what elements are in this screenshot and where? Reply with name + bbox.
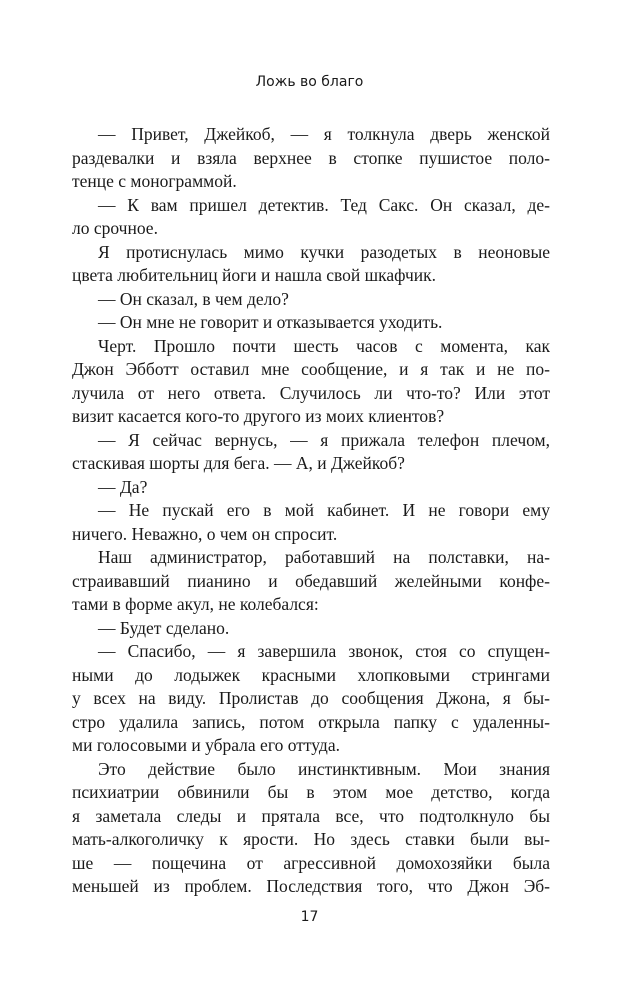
text-line: — К вам пришел детектив. Тед Сакс. Он сказал, де- (98, 194, 550, 215)
running-header: Ложь во благо (255, 74, 364, 90)
text-line: Черт. Прошло почти шесть часов с момента, как (98, 335, 550, 356)
text-line: — Я сейчас вернусь, — я прижала телефон плечом, (98, 429, 550, 450)
text-line: Джон Эбботт оставил мне сообщение, и я так и не по- (72, 359, 550, 379)
text-line: лучила от него ответа. Случилось ли что-то? Или этот (72, 382, 550, 403)
text-line: стаскивая шорты для бега. — А, и Джейкоб? (72, 453, 405, 473)
text-line: Это действие было инстинктивным. Мои знания (98, 758, 550, 779)
text-line: раздевалки и взяла верхнее в стопке пушистое поло- (72, 147, 550, 168)
text-line: ничего. Неважно, о чем он спросит. (72, 523, 338, 544)
text-line: тенце с монограммой. (72, 171, 237, 191)
text-line: мать-алкоголичку к ярости. Но здесь ставки были вы- (72, 829, 550, 849)
text-line: ло срочное. (72, 218, 158, 238)
text-line: у всех на виду. Пролистав до сообщения Джона, я бы- (72, 688, 550, 708)
text-line: — Да? (98, 476, 148, 497)
text-line: — Он сказал, в чем дело? (98, 288, 289, 309)
text-line: визит касается кого-то другого из моих клиентов? (72, 406, 445, 426)
text-line: — Не пускай его в мой кабинет. И не говори ему (98, 500, 550, 520)
page-number: 17 (300, 909, 319, 925)
text-line: ми голосовыми и убрала его оттуда. (72, 735, 340, 755)
text-line: — Будет сделано. (98, 617, 230, 638)
text-line: — Он мне не говорит и отказывается уходить. (98, 312, 443, 332)
text-line: стро удалила запись, потом открыла папку с удаленны- (72, 711, 550, 732)
text-line: психиатрии обвинили бы в этом мое детство, когда (72, 782, 550, 802)
text-line: — Привет, Джейкоб, — я толкнула дверь женской (98, 124, 550, 144)
text-line: — Спасибо, — я завершила звонок, стоя со спущен- (98, 641, 550, 661)
text-line: я заметала следы и прятала все, что подтолкнуло бы (72, 805, 550, 826)
text-line: Я протиснулась мимо кучки разодетых в неоновые (98, 241, 550, 262)
text-line: страивавший пианино и обедавший желейными конфе- (72, 570, 550, 591)
text-line: тами в форме акул, не колебался: (72, 594, 319, 614)
text-line: меньшей из проблем. Последствия того, что Джон Эб- (72, 876, 550, 896)
body-text (72, 123, 550, 899)
text-line: цвета любительниц йоги и нашла свой шкафчик. (72, 265, 437, 285)
text-line: ше — пощечина от агрессивной домохозяйки была (72, 852, 550, 873)
text-line: Наш администратор, работавший на полставки, на- (98, 547, 550, 567)
text-line: ными до лодыжек красными хлопковыми стрингами (72, 664, 550, 685)
